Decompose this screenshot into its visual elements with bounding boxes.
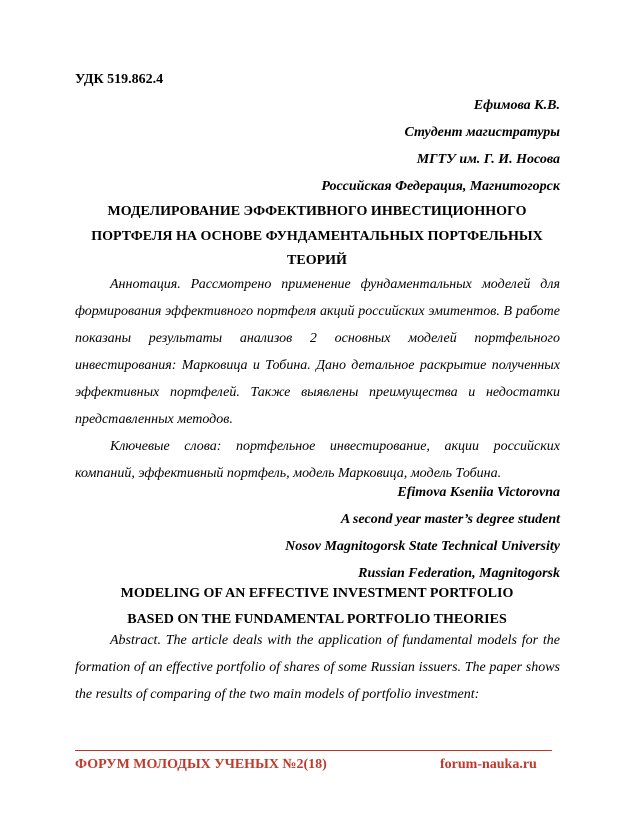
ru-author-university: МГТУ им. Г. И. Носова xyxy=(416,152,560,167)
ru-author-location: Российская Федерация, Магнитогорск xyxy=(321,179,560,194)
en-author-location: Russian Federation, Magnitogorsk xyxy=(358,566,560,581)
ru-keywords: Ключевые слова: портфельное инвестирование, акции российских компаний, эффективный портфель, модель Марковица, модель Тобина. xyxy=(75,439,560,481)
ru-title-line-1: МОДЕЛИРОВАНИЕ ЭФФЕКТИВНОГО ИНВЕСТИЦИОННОГО xyxy=(107,204,527,219)
ru-title-line-2: ПОРТФЕЛЯ НА ОСНОВЕ ФУНДАМЕНТАЛЬНЫХ ПОРТФЕЛЬНЫХ xyxy=(91,229,543,244)
footer-divider xyxy=(75,750,552,751)
en-author-position: A second year master’s degree student xyxy=(340,512,560,527)
ru-title-line-3: ТЕОРИЙ xyxy=(287,253,347,268)
footer-journal: ФОРУМ МОЛОДЫХ УЧЕНЫХ №2(18) xyxy=(75,757,327,772)
en-author-university: Nosov Magnitogorsk State Technical University xyxy=(285,539,560,554)
ru-author-name: Ефимова К.В. xyxy=(473,98,560,113)
en-title-line-1: MODELING OF AN EFFECTIVE INVESTMENT PORTFOLIO xyxy=(120,586,514,601)
udk-code: УДК 519.862.4 xyxy=(75,72,164,87)
en-author-name: Efimova Kseniia Victorovna xyxy=(397,485,560,500)
ru-abstract: Аннотация. Рассмотрено применение фундаментальных моделей для формирования эффективного портфеля акций российских эмитентов. В работе показаны результаты анализов 2 основных моделей портфельного инвестирования: Марковица и Тобина. Дано детальное раскрытие полученных эффективных портфелей. Также выявлены преимущества и недостатки представленных методов. xyxy=(75,277,560,427)
en-abstract: Abstract. The article deals with the application of fundamental models for the formation of an effective portfolio of shares of some Russian issuers. The paper shows the results of comparing of the two main models of portfolio investment: xyxy=(75,633,560,702)
footer-site: forum-nauka.ru xyxy=(440,757,537,772)
en-title-line-2: BASED ON THE FUNDAMENTAL PORTFOLIO THEORIES xyxy=(127,612,507,627)
ru-author-position: Студент магистратуры xyxy=(404,125,560,140)
